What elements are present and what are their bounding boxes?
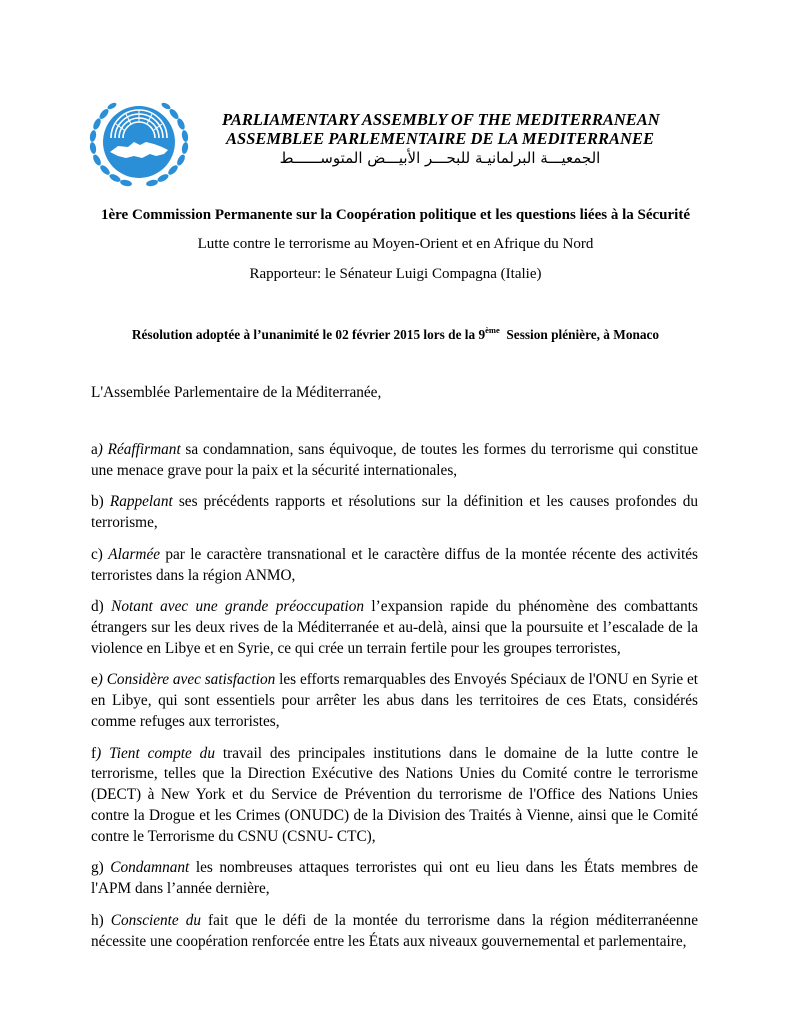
- clause-c: [91, 545, 698, 587]
- clause-lead: Condamnant: [110, 859, 190, 877]
- clause-a: [91, 440, 698, 482]
- report-topic: Lutte contre le terrorisme au Moyen-Orient et en Afrique du Nord: [197, 236, 594, 252]
- organization-header: [222, 110, 658, 168]
- clause-d: [91, 597, 698, 659]
- clause-text: sa condamnation, sans équivoque, de toutes les formes du terrorisme qui constitue une menace grave pour la paix et la sécurité internationales,: [91, 441, 698, 479]
- clause-text: ses précédents rapports et résolutions sur la définition et les causes profondes du terrorisme,: [91, 493, 698, 532]
- org-name-french: ASSEMBLEE PARLEMENTAIRE DE LA MEDITERRANEE: [226, 129, 654, 148]
- clause-prefix: b): [91, 493, 110, 511]
- commission-title: 1ère Commission Permanente sur la Coopération politique et les questions liées à la Sécurité: [101, 207, 690, 223]
- clause-f: [91, 744, 698, 848]
- clause-prefix: h): [91, 911, 111, 929]
- org-name-english: PARLIAMENTARY ASSEMBLY OF THE MEDITERRANEAN: [222, 110, 660, 129]
- clause-lead: ) Considère avec satisfaction: [97, 671, 276, 689]
- clause-lead: Notant avec une grande préoccupation: [111, 598, 365, 616]
- clause-text: par le caractère transnational et le caractère diffus de la montée récente des activités terroristes dans la région ANMO,: [91, 545, 698, 584]
- clause-prefix: d): [91, 598, 112, 616]
- clause-lead: Rappelant: [109, 493, 173, 511]
- clause-prefix: f: [91, 744, 97, 762]
- clause-prefix: g): [91, 859, 111, 877]
- clause-lead: Alarmée: [108, 545, 161, 563]
- resolution-text-start: Résolution adoptée à l’unanimité le 02 février 2015 lors de la 9: [131, 327, 486, 342]
- clause-text: les nombreuses attaques terroristes qui ont eu lieu dans les États membres de l'APM dans l’année dernière,: [91, 859, 698, 898]
- clause-lead: ) Réaffirmant: [97, 441, 181, 458]
- clause-prefix: c): [91, 545, 109, 563]
- resolution-adoption-line: [0, 325, 791, 343]
- clause-prefix: e: [91, 671, 98, 689]
- clause-text: l’expansion rapide du phénomène des combattants étrangers sur les deux rives de la Méditerranée et au-delà, ainsi que la poursuite et l’escalade de la violence en Libye et en Syrie, ce qui crée un terrain fertile pour les groupes terroristes,: [91, 598, 698, 657]
- clauses-list: [91, 440, 698, 963]
- clause-lead: Consciente du: [110, 911, 202, 929]
- ordinal-suffix: ème: [485, 325, 500, 335]
- assembly-logo: [84, 92, 194, 192]
- clause-g: [91, 858, 698, 900]
- clause-prefix: a: [91, 441, 98, 458]
- clause-lead: ) Tient compte du: [96, 744, 215, 762]
- clause-text: travail des principales institutions dans le domaine de la lutte contre le terrorisme, telles que la Direction Exécutive des Nations Unies du Comité contre le terrorisme (DECT) à New York et du Service de Prévention du terrorisme de l'Office des Nations Unies contre la Drogue et les Crimes (ONUDC) de la Division des Traités à Vienne, ainsi que le Comité contre le Terrorisme du CSNU (CSNU- CTC),: [91, 744, 698, 845]
- clause-b: [91, 492, 698, 534]
- laurel-emblem-icon: [84, 92, 194, 192]
- clause-e: [91, 670, 698, 732]
- clause-text: les efforts remarquables des Envoyés Spéciaux de l'ONU en Syrie et en Libye, qui sont essentiels pour arrêter les abus dans les territoires de ces Etats, considérés comme refuges aux terroristes,: [91, 671, 698, 730]
- resolution-text-end: Session plénière, à Monaco: [499, 327, 660, 342]
- clause-text: fait que le défi de la montée du terrorisme dans la région méditerranéenne nécessite une coopération renforcée entre les États aux niveaux gouvernemental et parlementaire,: [91, 911, 698, 950]
- preamble-intro: L'Assemblée Parlementaire de la Méditerranée,: [91, 384, 382, 401]
- clause-h: [91, 911, 698, 953]
- org-name-arabic: الجمعيـــة البرلمانيـة للبحـــر الأبيـــض المتوســــــط: [279, 149, 601, 167]
- rapporteur: Rapporteur: le Sénateur Luigi Compagna (Italie): [249, 266, 542, 282]
